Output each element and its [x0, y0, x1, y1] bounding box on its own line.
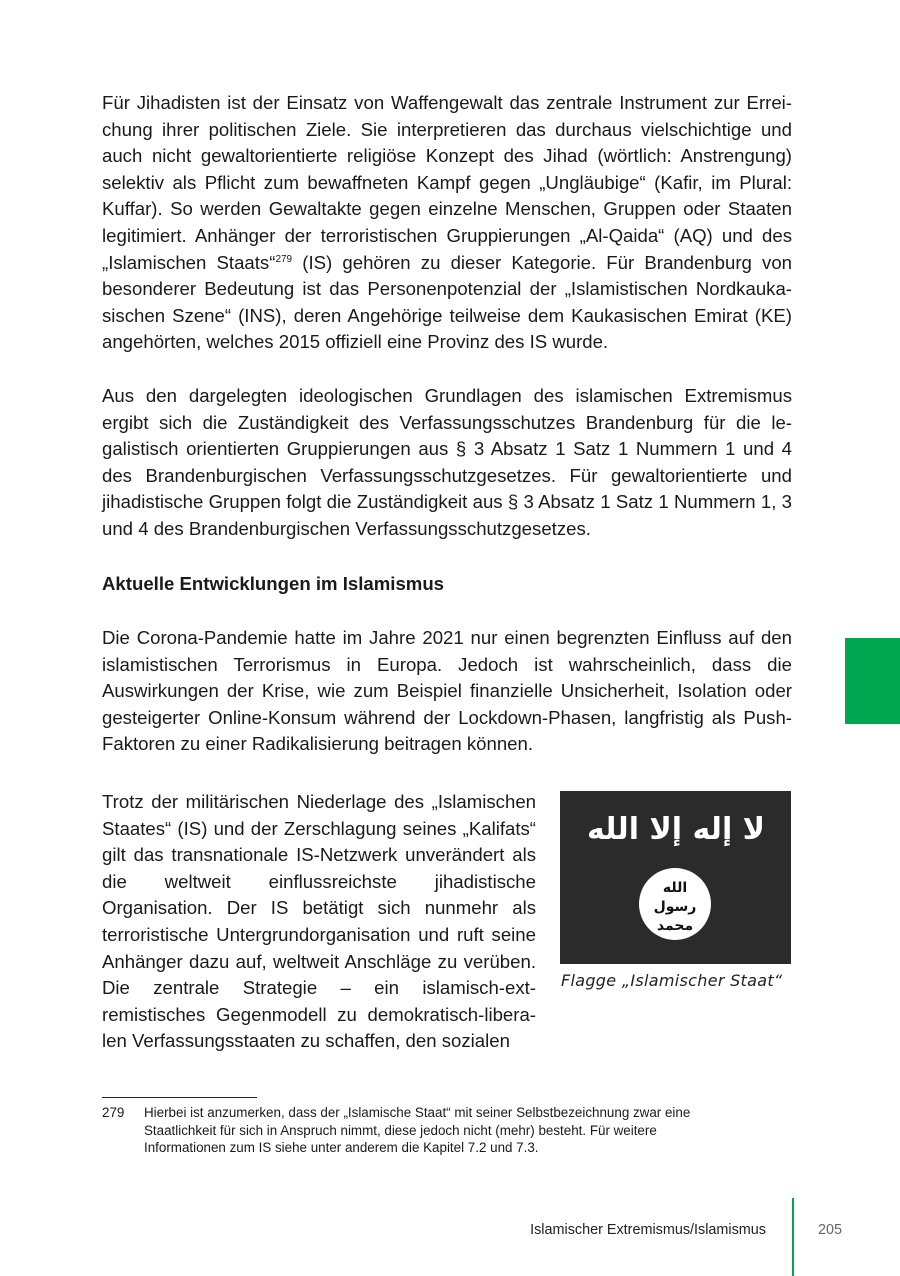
paragraph-jihadists-text-b: (IS) gehören zu dieser Kategorie. Für Brandenburg von besonderer Bedeutung ist das Personenpotenzial der „Islamistischen Nordkaukasischen Szene“ (INS), deren Angehörige teilweise dem Kaukasischen Emirat (KE) angehörten, welches 2015 offiziell eine Provinz des IS wurde. [102, 251, 792, 353]
footnote-text: Hierbei ist anzumerken, dass der „Islamische Staat“ mit seiner Selbstbezeichnung zwar eine Staatlichkeit für sich in Anspruch nimmt, diese jedoch nicht (mehr) besteht. Für weitere Informationen zum IS siehe unter anderem die Kapitel 7.2 und 7.3. [144, 1105, 691, 1155]
figure-caption: Flagge „Islamischer Staat“ [561, 971, 783, 990]
flag-top-text: لا إله إلا الله [586, 812, 766, 847]
seal-line-1: الله [662, 880, 688, 896]
page-number: 205 [818, 1222, 843, 1238]
paragraph-jihadists-text-a: Für Jihadisten ist der Einsatz von Waffengewalt das zentrale Instrument zur Erreichung ihrer politischen Ziele. Sie interpretieren das durchaus vielschichtige und auch nicht gewaltorientierte religiöse Konzept des Jihad (wörtlich: Anstrengung) selektiv als Pflicht zum bewaffneten Kampf gegen „Ungläubige“ (Kafir, im Plural: Kuffar). So werden Gewaltakte gegen einzelne Menschen, Gruppen oder Staaten legitimiert. Anhänger der terroristischen Gruppierungen „Al-Qaida“ (AQ) und des „Islamischen Staats“ [102, 92, 792, 273]
running-title: Islamischer Extremismus/Islamismus [530, 1222, 766, 1238]
paragraph-corona: Die Corona-Pandemie hatte im Jahre 2021 nur einen begrenzten Einfluss auf den islamistischen Terrorismus in Europa. Jedoch ist wahrscheinlich, dass die Auswirkungen der Krise, wie zum Beispiel finanzielle Unsicherheit, Isolation oder gesteigerter Online-Konsum während der Lockdown-Phasen, langfristig als Push-Faktoren zu einer Radikalisierung beitragen können. [102, 627, 792, 755]
flag-graphic [560, 791, 791, 964]
section-heading: Aktuelle Entwicklungen im Islamismus [102, 573, 445, 594]
paragraph-jurisdiction: Aus den dargelegten ideologischen Grundlagen des islamischen Extremismus ergibt sich die Zuständigkeit des Verfassungsschutzes Brandenburg für die legalistisch orientierten Gruppierungen aus § 3 Absatz 1 Satz 1 Nummern 1 und 4 des Brandenburgischen Verfassungsschutzgesetzes. Für gewaltorientierte und jihadistische Gruppen folgt die Zuständigkeit aus § 3 Absatz 1 Satz 1 Nummern 1, 3 und 4 des Brandenburgischen Verfassungsschutzgesetzes. [102, 385, 792, 539]
seal-line-2: رسول [653, 899, 697, 915]
is-flag-image [560, 791, 791, 964]
chapter-marker-tab [845, 638, 900, 724]
footnote-reference[interactable]: 279 [275, 253, 293, 265]
footnote-divider [102, 1097, 257, 1098]
footnote-279 [102, 1104, 742, 1157]
footnote-number: 279 [102, 1105, 125, 1120]
paragraph-is-network: Trotz der militärischen Niederlage des „Islamischen Staates“ (IS) und der Zerschlagung seines „Kalifats“ gilt das transnationale IS-Netzwerk unverändert als die weltweit einflussreichste jihadistische Organisation. Der IS betätigt sich nunmehr als terroristische Untergrundorganisation und ruft seine Anhänger dazu auf, weltweit Anschläge zu verüben. Die zentrale Strategie – ein islamisch-extremistisches Gegenmodell zu demokratisch-liberalen Verfassungsstaaten zu schaffen, den sozialen [102, 791, 536, 1052]
footer-divider [792, 1198, 794, 1276]
paragraph-jihadists [102, 90, 792, 356]
seal-line-3: محمد [656, 918, 694, 934]
